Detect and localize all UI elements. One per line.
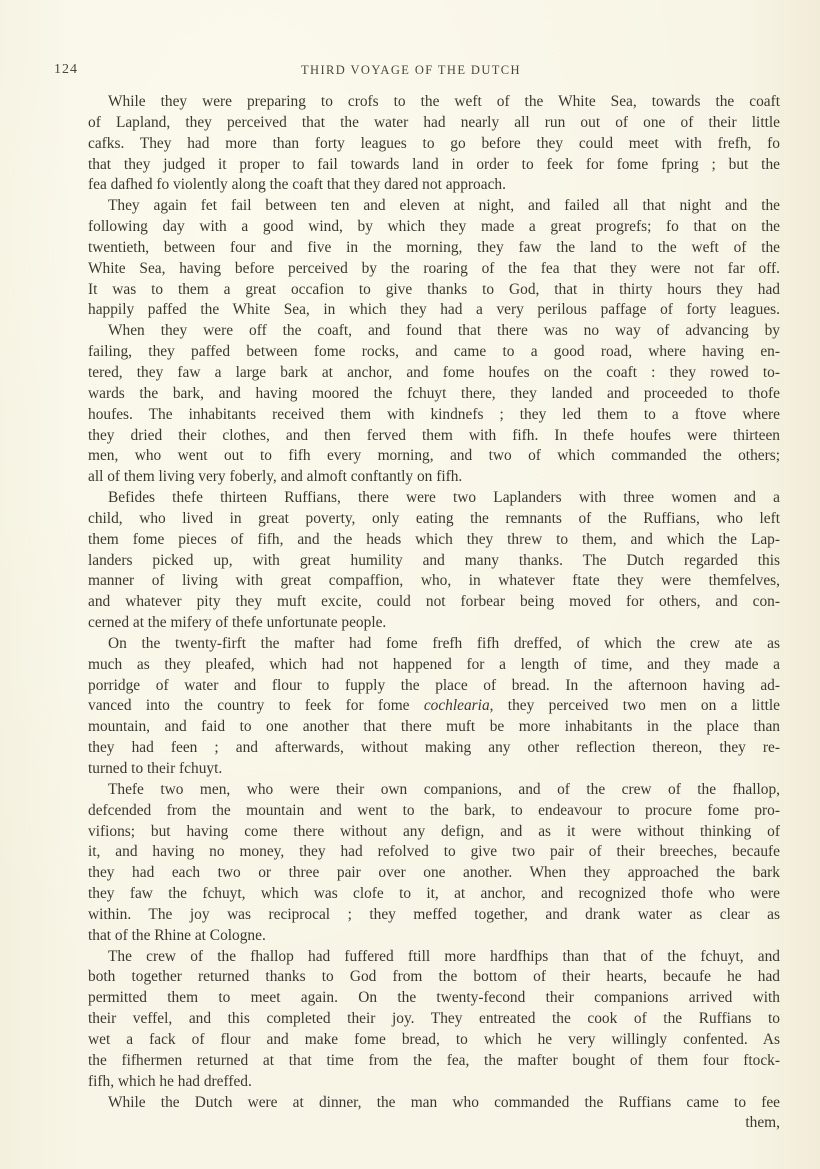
text-line: cafks. They had more than forty leagues to go before they could meet with frefh, fo <box>88 134 780 152</box>
paragraph-6 <box>88 780 780 947</box>
running-title: THIRD VOYAGE OF THE DUTCH <box>301 63 521 77</box>
text-line: When they were off the coaft, and found that there was no way of advancing by <box>108 322 780 340</box>
text-line: manner of living with great compaffion, who, in whatever ftate they were themfelves, <box>88 572 780 590</box>
paragraph-3 <box>88 321 780 488</box>
margin-pencil-mark <box>22 712 28 752</box>
text-line: following day with a good wind, by which they made a great progrefs; fo that on the <box>88 218 780 236</box>
text-line: all of them living very foberly, and almoft conftantly on fifh. <box>88 468 463 486</box>
text-line: permitted them to meet again. On the twenty-fecond their companions arrived with <box>88 989 780 1007</box>
text-line: fifh, which he had dreffed. <box>88 1072 252 1090</box>
body-text <box>88 92 780 1134</box>
text-line: vifions; but having come there without any defign, and as it were without thinking of <box>88 822 780 840</box>
text-fragment: vanced into the country to feek for fome <box>88 697 424 715</box>
text-line: child, who lived in great poverty, only eating the remnants of the Ruffians, who left <box>88 509 780 527</box>
text-line: They again fet fail between ten and eleven at night, and failed all that night and the <box>108 197 780 215</box>
text-line: both together returned thanks to God from the bottom of their hearts, becaufe he had <box>88 968 780 986</box>
text-line: White Sea, having before perceived by the roaring of the fea that they were not far off. <box>88 259 780 277</box>
text-line: of Lapland, they perceived that the water had nearly all run out of one of their little <box>88 113 780 131</box>
text-line: they had each two or three pair over one another. When they approached the bark <box>88 864 780 882</box>
paragraph-1 <box>88 92 780 196</box>
text-line: It was to them a great occafion to give thanks to God, that in thirty hours they had <box>88 280 780 298</box>
paragraph-4 <box>88 488 780 634</box>
text-line: and whatever pity they muft excite, could not forbear being moved for others, and con- <box>88 593 780 611</box>
text-line: cerned at the mifery of thefe unfortunate people. <box>88 614 387 632</box>
text-line: Thefe two men, who were their own companions, and of the crew of the fhallop, <box>108 780 780 798</box>
text-line: within. The joy was reciprocal ; they meffed together, and drank water as clear as <box>88 905 780 923</box>
page-number: 124 <box>54 62 78 77</box>
italic-term: cochlearia <box>423 697 490 715</box>
text-line-with-italic <box>88 696 780 717</box>
paragraph-2 <box>88 196 780 321</box>
running-head <box>54 62 768 82</box>
text-line: that of the Rhine at Cologne. <box>88 926 266 944</box>
paragraph-8 <box>88 1093 780 1135</box>
text-line: men, who went out to fifh every morning, and two of which commanded the others; <box>88 447 780 465</box>
text-line: While they were preparing to crofs to the weft of the White Sea, towards the coaft <box>108 93 780 110</box>
text-line: twentieth, between four and five in the morning, they faw the land to the weft of the <box>88 238 780 256</box>
text-line: it, and having no money, they had refolved to give two pair of their breeches, becaufe <box>88 843 780 861</box>
text-line: fea dafhed fo violently along the coaft that they dared not approach. <box>88 176 506 194</box>
text-line: they had feen ; and afterwards, without making any other reflection thereon, they re- <box>88 739 780 757</box>
text-line: defcended from the mountain and went to the bark, to endeavour to procure fome pro- <box>88 801 780 819</box>
text-line: them fome pieces of fifh, and the heads which they threw to them, and which the Lap- <box>88 530 780 548</box>
text-line: wards the bark, and having moored the fchuyt there, they landed and proceeded to thofe <box>88 384 780 402</box>
text-line: they faw the fchuyt, which was clofe to it, at anchor, and recognized thofe who were <box>88 885 780 903</box>
text-line: tered, they faw a large bark at anchor, and fome houfes on the coaft : they rowed to- <box>88 363 780 381</box>
text-line: houfes. The inhabitants received them with kindnefs ; they led them to a ftove where <box>88 405 780 423</box>
text-line: that they judged it proper to fail towards land in order to feek for fome fpring ; but the <box>88 155 780 173</box>
text-fragment: , they perceived two men on a little <box>489 697 780 715</box>
text-line: happily paffed the White Sea, in which they had a very perilous paffage of forty leagues. <box>88 301 780 319</box>
paragraph-5 <box>88 634 780 780</box>
text-line: mountain, and faid to one another that there muft be more inhabitants in the place than <box>88 718 780 736</box>
text-line: they dried their clothes, and then ferved them with fifh. In thefe houfes were thirteen <box>88 426 780 444</box>
text-line: failing, they paffed between fome rocks, and came to a good road, where having en- <box>88 343 780 361</box>
paragraph-7 <box>88 947 780 1093</box>
text-line: On the twenty-firft the mafter had fome frefh fifh dreffed, of which the crew ate as <box>108 634 780 652</box>
text-line: the fifhermen returned at that time from the fea, the mafter bought of them four ftock- <box>88 1051 780 1069</box>
text-line: their veffel, and this completed their joy. They entreated the cook of the Ruffians to <box>88 1010 780 1028</box>
text-line: landers picked up, with great humility and many thanks. The Dutch regarded this <box>88 551 780 569</box>
text-line: wet a fack of flour and make fome bread, to which he very willingly confented. As <box>88 1030 780 1048</box>
catchword: them, <box>745 1114 780 1132</box>
text-line: much as they pleafed, which had not happened for a length of time, and they made a <box>88 655 780 673</box>
text-line: turned to their fchuyt. <box>88 760 223 777</box>
text-line: Befides thefe thirteen Ruffians, there were two Laplanders with three women and a <box>108 489 780 507</box>
text-line: porridge of water and flour to fupply the place of bread. In the afternoon having ad- <box>88 676 780 694</box>
text-line: While the Dutch were at dinner, the man who commanded the Ruffians came to fee <box>108 1093 780 1111</box>
text-line: The crew of the fhallop had fuffered ftill more hardfhips than that of the fchuyt, and <box>108 947 780 965</box>
